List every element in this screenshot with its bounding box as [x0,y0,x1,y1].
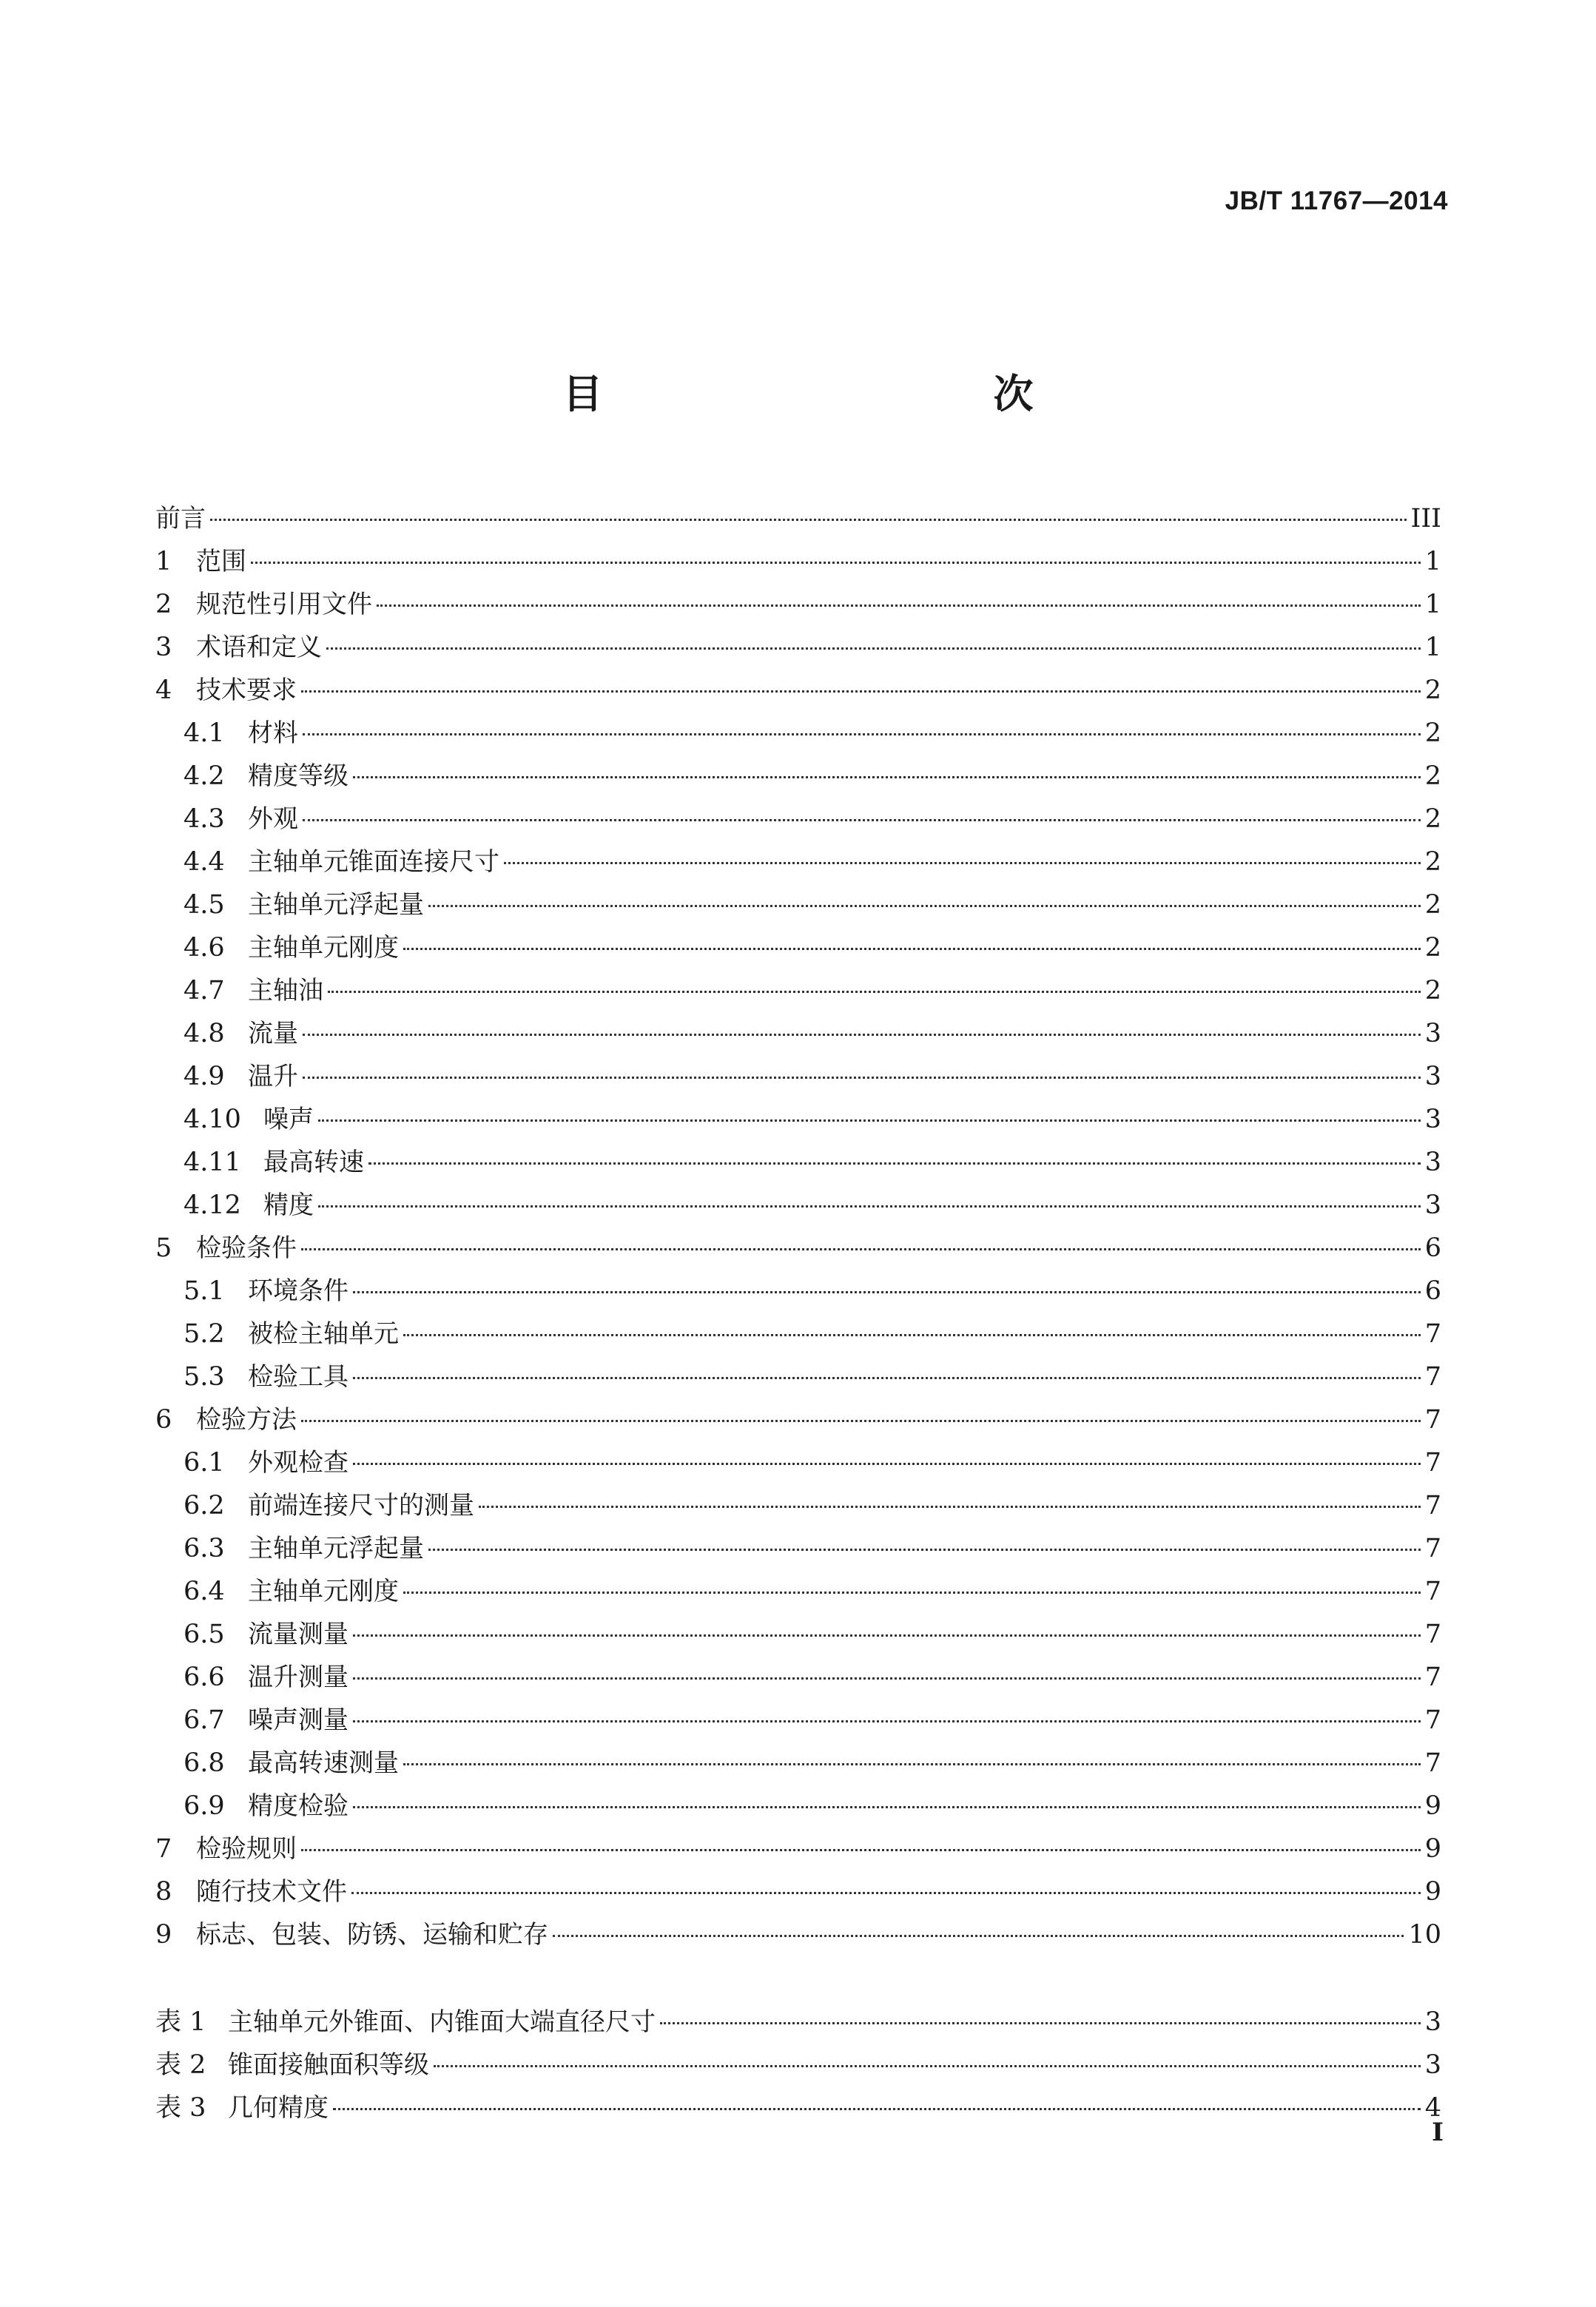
toc-entry-number: 表 1 [155,2007,206,2037]
dot-leader [210,519,1407,521]
toc-entry-page: 7 [1424,1577,1441,1606]
toc-entry-page: 1 [1424,547,1441,576]
toc-entry-title: 范围 [196,547,246,576]
dot-leader [353,1806,1421,1808]
toc-entry-number: 6.7 [183,1705,225,1735]
toc-entry-page: 7 [1424,1448,1441,1478]
toc-entry-title: 主轴单元锥面连接尺寸 [248,847,499,877]
toc-entry[interactable] [155,1484,1441,1527]
toc-entry[interactable] [155,1570,1441,1613]
toc-entry-page: 2 [1424,804,1441,834]
toc-entry[interactable] [155,1828,1441,1870]
toc-entry-number: 4.6 [183,933,225,963]
toc-entry-number: 6.4 [183,1577,225,1606]
toc-entry-number: 4.9 [183,1062,225,1091]
toc-entry[interactable] [155,626,1441,669]
toc-entry-page: 2 [1424,976,1441,1006]
toc-entry-title: 检验工具 [248,1362,349,1392]
toc-entry-title: 主轴单元刚度 [248,933,399,963]
toc-entry-title: 术语和定义 [196,633,322,662]
toc-entry[interactable] [155,969,1441,1012]
toc-entry-page: 6 [1424,1276,1441,1306]
dot-leader [301,1849,1421,1851]
toc-entry-title: 规范性引用文件 [196,590,372,619]
dot-leader [353,1463,1421,1465]
dot-leader [428,905,1421,907]
dot-leader [403,1763,1421,1765]
toc-entry-page: 3 [1424,2050,1441,2080]
toc-entry-number: 7 [155,1834,172,1864]
toc-entry-number: 6.3 [183,1534,225,1563]
toc-entry-number: 4.11 [183,1148,241,1177]
toc-entry-number: 3 [155,633,172,662]
toc-entry-title: 前言 [155,504,206,533]
dot-leader [251,562,1421,564]
dot-leader [353,1720,1421,1722]
dot-leader [428,1549,1421,1551]
toc-entry-page: 7 [1424,1663,1441,1692]
toc-entry-title: 温升 [248,1062,298,1091]
table-of-contents [155,497,1441,2129]
toc-entry-number: 8 [155,1877,172,1907]
toc-entry[interactable] [155,1656,1441,1699]
toc-entry-page: 3 [1424,1105,1441,1134]
dot-leader [351,1892,1421,1894]
table-list-item[interactable] [155,2087,1441,2129]
dot-leader [403,948,1421,950]
page-title: 目 次 [562,371,1137,417]
toc-entry-title: 前端连接尺寸的测量 [248,1491,474,1520]
toc-entry-title: 随行技术文件 [196,1877,347,1907]
toc-entry-page: III [1410,504,1441,533]
table-list-item[interactable] [155,2001,1441,2044]
toc-entry-number: 表 3 [155,2093,206,2123]
toc-entry[interactable] [155,926,1441,969]
toc-entry-page: 3 [1424,1190,1441,1220]
toc-entry-page: 7 [1424,1748,1441,1778]
toc-entry-page: 7 [1424,1534,1441,1563]
toc-entry-title: 几何精度 [228,2093,329,2123]
toc-entry-title: 主轴单元外锥面、内锥面大端直径尺寸 [228,2007,656,2037]
toc-entry[interactable] [155,1527,1441,1570]
toc-entry-number: 9 [155,1920,172,1950]
toc-entry[interactable] [155,1184,1441,1227]
toc-entry[interactable] [155,755,1441,798]
toc-entry-page: 7 [1424,1705,1441,1735]
dot-leader [303,1077,1421,1079]
toc-entry[interactable] [155,1441,1441,1484]
toc-entry-title: 流量测量 [248,1620,349,1649]
toc-entry-number: 6 [155,1405,172,1435]
toc-entry-number: 4.3 [183,804,225,834]
toc-entry-title: 精度检验 [248,1791,349,1821]
toc-entry-number: 4.4 [183,847,225,877]
toc-entry-page: 4 [1424,2093,1441,2123]
toc-entry-number: 4 [155,676,172,705]
toc-entry-number: 1 [155,547,172,576]
toc-entry[interactable] [155,1785,1441,1828]
dot-leader [303,819,1421,821]
toc-entry[interactable] [155,798,1441,841]
toc-entry-number: 4.10 [183,1105,241,1134]
toc-entry[interactable] [155,1742,1441,1785]
dot-leader [353,1677,1421,1680]
dot-leader [318,1119,1421,1122]
dot-leader [504,862,1421,864]
toc-entry-page: 7 [1424,1405,1441,1435]
toc-entry[interactable] [155,1355,1441,1398]
toc-entry-page: 9 [1424,1791,1441,1821]
dot-leader [333,2108,1421,2110]
toc-entry-number: 5 [155,1233,172,1263]
standard-code: JB/T 11767—2014 [1225,186,1448,215]
toc-entry-title: 流量 [248,1019,298,1048]
toc-entry-title: 检验条件 [196,1233,297,1263]
toc-entry-title: 精度等级 [248,761,349,791]
toc-entry-page: 2 [1424,890,1441,920]
dot-leader [301,690,1421,693]
toc-entry[interactable] [155,1613,1441,1656]
toc-entry-title: 噪声测量 [248,1705,349,1735]
toc-entry-number: 4.12 [183,1190,241,1220]
dot-leader [403,1592,1421,1594]
toc-entry-number: 5.3 [183,1362,225,1392]
toc-entry-page: 7 [1424,1491,1441,1520]
toc-entry[interactable] [155,1012,1441,1055]
toc-entry-number: 表 2 [155,2050,206,2080]
dot-leader [353,1377,1421,1379]
dot-leader [326,647,1421,650]
toc-entry-title: 锥面接触面积等级 [228,2050,429,2080]
toc-entry-title: 温升测量 [248,1663,349,1692]
toc-entry-title: 外观 [248,804,298,834]
dot-leader [353,1634,1421,1637]
toc-entry-page: 3 [1424,1062,1441,1091]
toc-entry-title: 外观检查 [248,1448,349,1478]
toc-entry[interactable] [155,841,1441,883]
toc-entry-title: 主轴油 [248,976,323,1006]
toc-entry[interactable] [155,1398,1441,1441]
toc-entry[interactable] [155,1227,1441,1270]
toc-entry[interactable] [155,1699,1441,1742]
dot-leader [553,1935,1404,1937]
toc-entry-page: 2 [1424,676,1441,705]
toc-entry[interactable] [155,712,1441,755]
toc-entry-page: 10 [1408,1920,1441,1950]
dot-leader [303,733,1421,735]
toc-entry-title: 主轴单元刚度 [248,1577,399,1606]
toc-entry[interactable] [155,669,1441,712]
toc-entry-number: 4.8 [183,1019,225,1048]
toc-entry-number: 6.5 [183,1620,225,1649]
toc-entry-title: 主轴单元浮起量 [248,890,424,920]
toc-entry-page: 2 [1424,847,1441,877]
toc-entry[interactable] [155,1313,1441,1355]
toc-entry-title: 噪声 [263,1105,314,1134]
dot-leader [303,1034,1421,1036]
toc-entry-page: 2 [1424,718,1441,748]
toc-entry[interactable] [155,540,1441,583]
toc-entry[interactable] [155,583,1441,626]
toc-entry-page: 2 [1424,933,1441,963]
dot-leader [660,2022,1421,2024]
toc-entry-number: 6.8 [183,1748,225,1778]
toc-entry-title: 材料 [248,718,298,748]
dot-leader [479,1506,1421,1508]
toc-entry-title: 精度 [263,1190,314,1220]
dot-leader [328,991,1421,993]
dot-leader [403,1334,1421,1336]
toc-entry-title: 检验规则 [196,1834,297,1864]
toc-entry-number: 2 [155,590,172,619]
toc-entry[interactable] [155,1098,1441,1141]
toc-entry[interactable] [155,1055,1441,1098]
toc-entry-page: 9 [1424,1834,1441,1864]
toc-entry-page: 3 [1424,1148,1441,1177]
dot-leader [368,1162,1421,1165]
toc-entry-title: 环境条件 [248,1276,349,1306]
toc-entry-number: 5.2 [183,1319,225,1349]
toc-entry[interactable] [155,497,1441,540]
toc-entry-number: 4.5 [183,890,225,920]
toc-entry-title: 主轴单元浮起量 [248,1534,424,1563]
toc-entry-number: 4.1 [183,718,225,748]
toc-entry-number: 6.1 [183,1448,225,1478]
toc-entry-page: 6 [1424,1233,1441,1263]
toc-entry-number: 6.6 [183,1663,225,1692]
toc-entry-page: 1 [1424,590,1441,619]
dot-leader [318,1205,1421,1208]
toc-entry-page: 1 [1424,633,1441,662]
toc-entry-title: 最高转速测量 [248,1748,399,1778]
toc-entry-page: 3 [1424,1019,1441,1048]
dot-leader [353,776,1421,778]
toc-entry-title: 检验方法 [196,1405,297,1435]
toc-entry-page: 3 [1424,2007,1441,2037]
toc-entry[interactable] [155,1141,1441,1184]
toc-entry-page: 7 [1424,1620,1441,1649]
toc-entry[interactable] [155,883,1441,926]
toc-entry-title: 标志、包装、防锈、运输和贮存 [196,1920,548,1950]
dot-leader [301,1248,1421,1250]
table-list-item[interactable] [155,2044,1441,2087]
toc-entry-number: 6.2 [183,1491,225,1520]
toc-entry-page: 9 [1424,1877,1441,1907]
dot-leader [377,604,1421,607]
toc-entry-page: 7 [1424,1362,1441,1392]
toc-entry-page: 7 [1424,1319,1441,1349]
toc-entry-number: 5.1 [183,1276,225,1306]
toc-entry-number: 6.9 [183,1791,225,1821]
toc-entry-title: 技术要求 [196,676,297,705]
dot-leader [434,2065,1421,2067]
toc-entry[interactable] [155,1270,1441,1313]
dot-leader [353,1291,1421,1293]
toc-entry-title: 最高转速 [263,1148,364,1177]
toc-entry-page: 2 [1424,761,1441,791]
page-number: I [1432,2118,1444,2147]
dot-leader [301,1420,1421,1422]
toc-entry-number: 4.7 [183,976,225,1006]
toc-entry-number: 4.2 [183,761,225,791]
toc-entry-title: 被检主轴单元 [248,1319,399,1349]
toc-entry[interactable] [155,1870,1441,1913]
toc-entry[interactable] [155,1913,1441,1956]
